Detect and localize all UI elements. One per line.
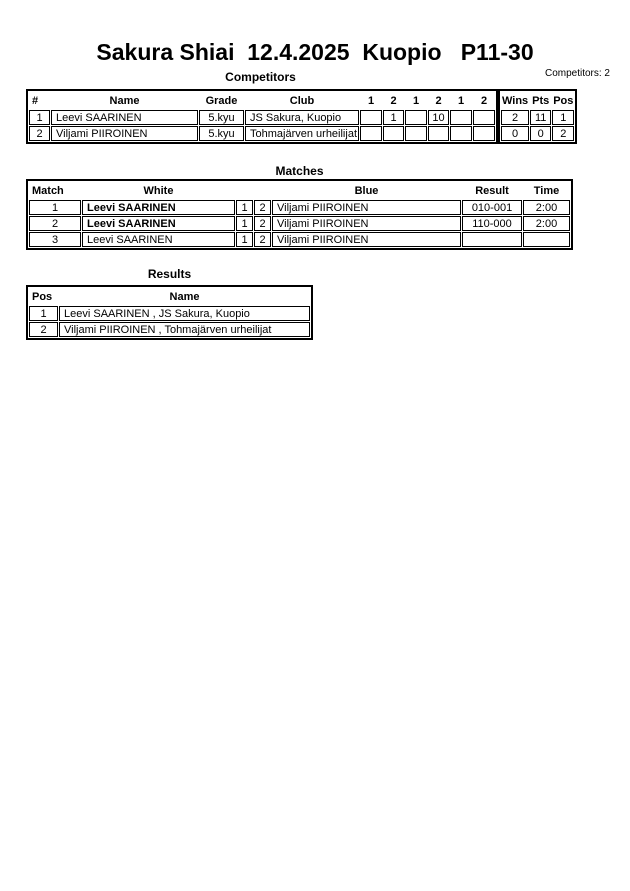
match-result: 110-000 bbox=[462, 216, 522, 231]
col-header-round-3: 1 bbox=[412, 94, 420, 107]
white-player-num: 1 bbox=[236, 232, 253, 247]
col-header-result-name: Name bbox=[169, 290, 200, 303]
col-header-round-5: 1 bbox=[457, 94, 465, 107]
pos-value: 2 bbox=[552, 126, 574, 141]
competitor-club: Tohmajärven urheilijat bbox=[245, 126, 359, 141]
match-num: 2 bbox=[29, 216, 81, 231]
col-header-white-num bbox=[236, 182, 253, 199]
col-header-wins: Wins bbox=[502, 94, 529, 107]
blue-player-num: 2 bbox=[254, 232, 271, 247]
round-score: 1 bbox=[383, 110, 404, 125]
competitor-club: JS Sakura, Kuopio bbox=[245, 110, 359, 125]
col-header-num: # bbox=[32, 94, 39, 107]
col-header-result-pos: Pos bbox=[32, 290, 53, 303]
results-table bbox=[26, 285, 313, 340]
col-header-club: Club bbox=[289, 94, 315, 107]
match-time bbox=[523, 232, 570, 247]
match-row bbox=[29, 216, 570, 231]
result-name: Leevi SAARINEN , JS Sakura, Kuopio bbox=[59, 306, 310, 321]
match-num: 3 bbox=[29, 232, 81, 247]
col-header-round-1: 1 bbox=[367, 94, 375, 107]
competitors-standings-table bbox=[498, 89, 577, 144]
white-player: Leevi SAARINEN bbox=[82, 200, 235, 215]
results-header-row bbox=[29, 288, 310, 305]
col-header-name: Name bbox=[109, 94, 140, 107]
blue-player: Viljami PIIROINEN bbox=[272, 232, 461, 247]
competitor-name: Viljami PIIROINEN bbox=[51, 126, 198, 141]
round-score bbox=[405, 110, 427, 125]
round-score bbox=[450, 126, 472, 141]
blue-player-num: 2 bbox=[254, 216, 271, 231]
col-header-result: Result bbox=[475, 184, 509, 197]
result-name: Viljami PIIROINEN , Tohmajärven urheilijat bbox=[59, 322, 310, 337]
blue-player: Viljami PIIROINEN bbox=[272, 200, 461, 215]
col-header-blue: Blue bbox=[354, 184, 379, 197]
round-score bbox=[360, 126, 382, 141]
page-title: Sakura Shiai 12.4.2025 Kuopio P11-30 bbox=[96, 39, 534, 65]
match-result: 010-001 bbox=[462, 200, 522, 215]
col-header-pos: Pos bbox=[553, 94, 574, 107]
pos-value: 1 bbox=[552, 110, 574, 125]
round-score bbox=[383, 126, 404, 141]
blue-player-num: 2 bbox=[254, 200, 271, 215]
white-player: Leevi SAARINEN bbox=[82, 216, 235, 231]
col-header-match: Match bbox=[32, 184, 64, 197]
result-pos: 2 bbox=[29, 322, 58, 337]
result-pos: 1 bbox=[29, 306, 58, 321]
result-row bbox=[29, 306, 310, 321]
results-section-title: Results bbox=[147, 267, 192, 281]
competitor-row bbox=[29, 110, 495, 125]
round-score bbox=[360, 110, 382, 125]
competitors-table-group bbox=[26, 89, 577, 144]
col-header-time: Time bbox=[533, 184, 560, 197]
competitor-num: 1 bbox=[29, 110, 50, 125]
round-score bbox=[473, 126, 495, 141]
match-result bbox=[462, 232, 522, 247]
competitor-grade: 5.kyu bbox=[199, 126, 244, 141]
competitor-row bbox=[29, 126, 495, 141]
match-num: 1 bbox=[29, 200, 81, 215]
matches-table bbox=[26, 179, 573, 250]
col-header-pts: Pts bbox=[532, 94, 550, 107]
round-score bbox=[405, 126, 427, 141]
pts-value: 11 bbox=[530, 110, 551, 125]
competitors-count-label: Competitors: 2 bbox=[544, 68, 610, 79]
blue-player: Viljami PIIROINEN bbox=[272, 216, 461, 231]
col-header-round-4: 2 bbox=[435, 94, 442, 107]
pts-value: 0 bbox=[530, 126, 551, 141]
result-row bbox=[29, 322, 310, 337]
white-player: Leevi SAARINEN bbox=[82, 232, 235, 247]
white-player-num: 1 bbox=[236, 216, 253, 231]
competitors-header-row bbox=[29, 92, 495, 109]
wins-value: 2 bbox=[501, 110, 529, 125]
matches-section-title: Matches bbox=[275, 164, 324, 178]
match-row bbox=[29, 232, 570, 247]
standings-row bbox=[501, 110, 574, 125]
round-score bbox=[473, 110, 495, 125]
match-time: 2:00 bbox=[523, 200, 570, 215]
white-player-num: 1 bbox=[236, 200, 253, 215]
competitor-num: 2 bbox=[29, 126, 50, 141]
competitors-section-title: Competitors bbox=[225, 70, 296, 84]
round-score bbox=[428, 126, 449, 141]
standings-header-row bbox=[501, 92, 574, 109]
col-header-blue-num bbox=[254, 182, 271, 199]
competitor-grade: 5.kyu bbox=[199, 110, 244, 125]
match-row bbox=[29, 200, 570, 215]
col-header-round-6: 2 bbox=[480, 94, 488, 107]
competitor-name: Leevi SAARINEN bbox=[51, 110, 198, 125]
matches-header-row bbox=[29, 182, 570, 199]
col-header-grade: Grade bbox=[205, 94, 238, 107]
col-header-round-2: 2 bbox=[390, 94, 397, 107]
match-time: 2:00 bbox=[523, 216, 570, 231]
round-score: 10 bbox=[428, 110, 449, 125]
standings-row bbox=[501, 126, 574, 141]
col-header-white: White bbox=[143, 184, 174, 197]
wins-value: 0 bbox=[501, 126, 529, 141]
round-score bbox=[450, 110, 472, 125]
competitors-table bbox=[26, 89, 498, 144]
